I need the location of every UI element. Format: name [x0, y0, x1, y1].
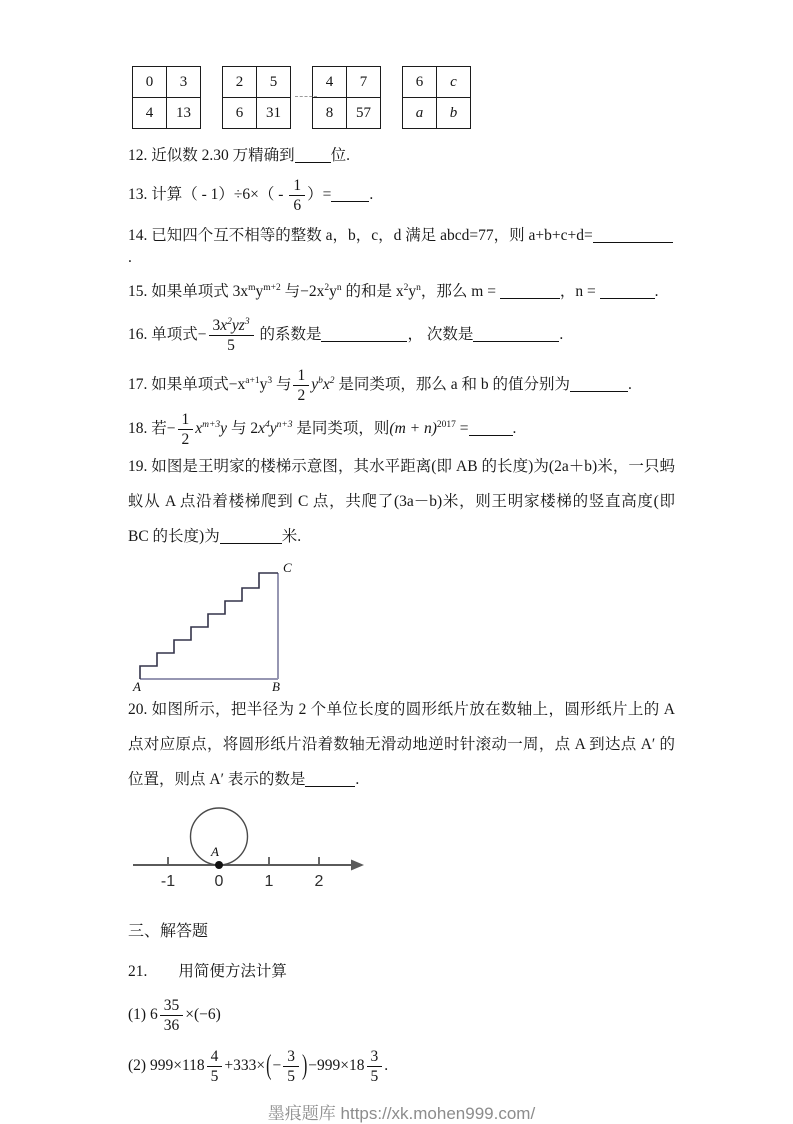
point-A-dot [215, 861, 223, 869]
staircase-figure [131, 560, 303, 692]
table-cell: 4 [313, 67, 347, 98]
table-cell: 13 [167, 98, 201, 129]
table-cell: 57 [347, 98, 381, 129]
staircase-steps [140, 573, 278, 679]
question-16: 16. 单项式− $\frac{3x^2yz^3}{5}$ 的系数是 ， 次数是 . [128, 316, 564, 354]
question-14: 14. 已知四个互不相等的整数 a，b，c，d 满足 abcd=77，则 a+b+c+d=. [128, 225, 675, 269]
scan-dash-artifact [295, 96, 317, 97]
table-cell: 2 [223, 67, 257, 98]
table-cell: 4 [133, 98, 167, 129]
table-cell: b [437, 98, 471, 129]
table-cell: a [403, 98, 437, 129]
question-12: 12. 近似数 2.30 万精确到 位. [128, 147, 351, 164]
table-cell: 7 [347, 67, 381, 98]
question-18: 18. 若− $\frac{1}{2}$ $x^{m+3}y$ 与 $2x^4y^{n+3}$ 是同类项，则$(m + n)^{2017}$ = . [128, 410, 517, 448]
pattern-tables-row [132, 66, 675, 129]
label-C: C [283, 560, 292, 575]
arrow-icon [351, 860, 364, 871]
label-A: A [133, 679, 141, 692]
table-cell: c [437, 67, 471, 98]
question-13: 13. 计算（ - 1）÷6×（ - $\frac{1}{6}$ ）= . [128, 176, 374, 214]
question-20: 20. 如图所示，把半径为 2 个单位长度的圆形纸片放在数轴上，圆形纸片上的 A 点对应原点，将圆形纸片沿着数轴无滑动地逆时针滚动一周，点 A 到达点 A′ 的位置，则点 A′ 表示的数是 . [128, 701, 675, 788]
footer-site-link: 墨痕题库 https://xk.mohen999.com/ [267, 1104, 536, 1124]
section-heading: 三、解答题 [128, 923, 209, 940]
question-21-heading: 21. 用简便方法计算 [128, 963, 287, 980]
table-cell: 5 [257, 67, 291, 98]
table-cell: 0 [133, 67, 167, 98]
label-B: B [272, 679, 280, 692]
sub-question-1: (1) 6 $\frac{35}{36}$ ×(−6) [128, 997, 221, 1035]
question-17: 17. 如果单项式$-x^{a+1}y^3$ 与 $\frac{1}{2}$ $y^bx^2$ 是同类项，那么 a 和 b 的值分别为 . [128, 366, 632, 404]
rolling-circle [191, 808, 248, 865]
table-cell: 6 [223, 98, 257, 129]
question-19: 19. 如图是王明家的楼梯示意图，其水平距离(即 AB 的长度)为(2a＋b)米，一只蚂蚁从 A 点沿着楼梯爬到 C 点，共爬了(3a－b)米，则王明家楼梯的竖直高度(即 BC 的长度)为 米. [128, 458, 675, 545]
table-cell: 31 [257, 98, 291, 129]
pattern-table-2 [222, 66, 291, 129]
tick-label-minus1: -1 [160, 873, 176, 890]
tick-label-1: 1 [264, 873, 274, 890]
tick-label-2: 2 [314, 873, 324, 890]
table-cell: 8 [313, 98, 347, 129]
table-cell: 3 [167, 67, 201, 98]
number-line-figure [130, 805, 368, 891]
label-A: A [211, 844, 219, 859]
table-cell: 6 [403, 67, 437, 98]
sub-question-2: (2) 999×118 $\frac{4}{5}$ +333×(− $\frac{3}{5}$ )−999×18 $\frac{3}{5}$ . [128, 1048, 389, 1086]
pattern-table-4 [402, 66, 471, 129]
tick-label-0: 0 [214, 873, 224, 890]
pattern-table-1 [132, 66, 201, 129]
pattern-table-3 [312, 66, 381, 129]
question-15: 15. 如果单项式 $3x^my^{m+2}$ 与$-2x^2y^n$ 的和是 $x^2y^n$，那么 m = ，n = . [128, 282, 659, 300]
